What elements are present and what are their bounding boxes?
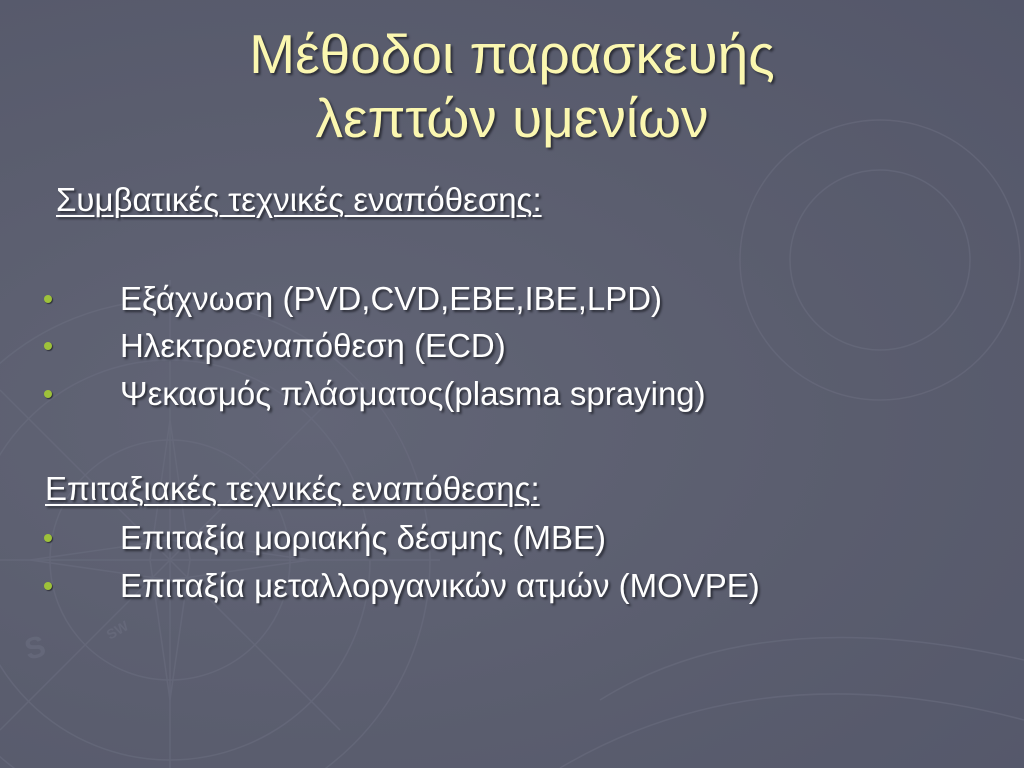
green-dot-bullet-icon (44, 582, 52, 590)
list-item-text: Επιταξία μεταλλοργανικών ατμών (MOVPE) (120, 567, 760, 604)
list-item-text: Ψεκασμός πλάσματος(plasma spraying) (120, 375, 706, 412)
title-line-2: λεπτών υμενίων (315, 87, 709, 149)
svg-text:SW: SW (103, 617, 132, 643)
green-dot-bullet-icon (44, 390, 52, 398)
list-item-text: Επιταξία μοριακής δέσμης (MBE) (120, 519, 606, 556)
list-item-text: Εξάχνωση (PVD,CVD,EBE,IBE,LPD) (120, 280, 663, 317)
green-dot-bullet-icon (44, 534, 52, 542)
svg-text:S: S (21, 629, 50, 667)
epitaxial-techniques-heading: Επιταξιακές τεχνικές εναπόθεσης: (45, 470, 540, 507)
list-item-text: Ηλεκτροεναπόθεση (ECD) (120, 327, 506, 364)
conventional-techniques-heading: Συμβατικές τεχνικές εναπόθεσης: (56, 181, 542, 218)
title-line-1: Μέθοδοι παρασκευής (249, 23, 775, 85)
green-dot-bullet-icon (44, 295, 52, 303)
slide-title (0, 22, 1024, 150)
green-dot-bullet-icon (44, 342, 52, 350)
